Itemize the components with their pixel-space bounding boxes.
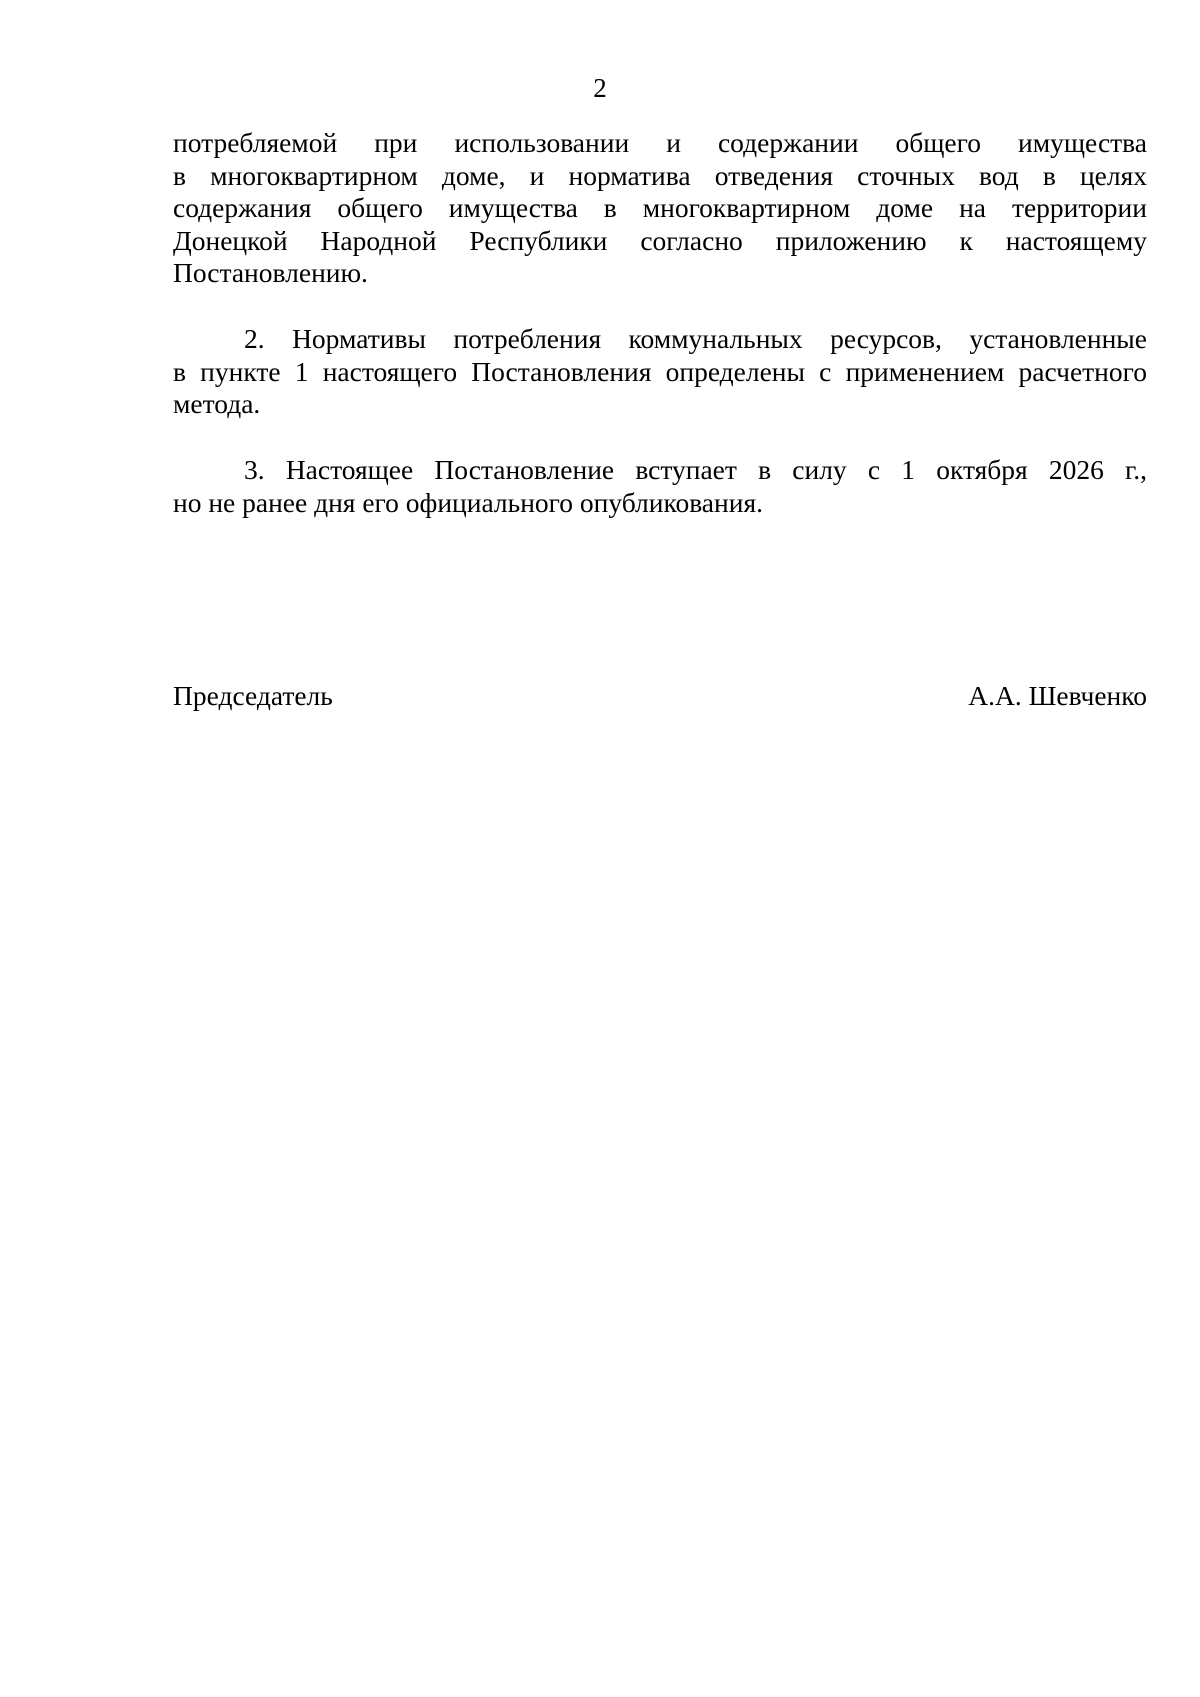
paragraph-3-line-1: 3. Настоящее Постановление вступает в силу с 1 октября 2026 г., (244, 454, 1147, 485)
paragraph-2 (173, 323, 1147, 421)
paragraph-2-line-2: в пункте 1 настоящего Постановления определены с применением расчетного (173, 355, 1147, 387)
paragraph-1-line-2: в многоквартирном доме, и норматива отведения сточных вод в целях (173, 159, 1147, 191)
signature-block (173, 679, 1147, 713)
paragraph-1-line-3: содержания общего имущества в многоквартирном доме на территории (173, 192, 1147, 224)
paragraph-3-line-2: но не ранее дня его официального опубликования. (173, 486, 763, 518)
signatory-name: А.А. Шевченко (968, 680, 1147, 711)
page-number: 2 (593, 73, 607, 103)
paragraph-3 (173, 454, 1147, 519)
signatory-title: Председатель (173, 680, 333, 711)
paragraph-2-line-1: 2. Нормативы потребления коммунальных ресурсов, установленные (244, 323, 1147, 354)
paragraph-1-line-4: Донецкой Народной Республики согласно приложению к настоящему (173, 224, 1147, 256)
paragraph-1-line-1: потребляемой при использовании и содержании общего имущества (173, 127, 1147, 158)
paragraph-1-continuation (173, 127, 1147, 290)
paragraph-2-line-3: метода. (173, 388, 261, 420)
paragraph-1-line-5: Постановлению. (173, 257, 368, 289)
